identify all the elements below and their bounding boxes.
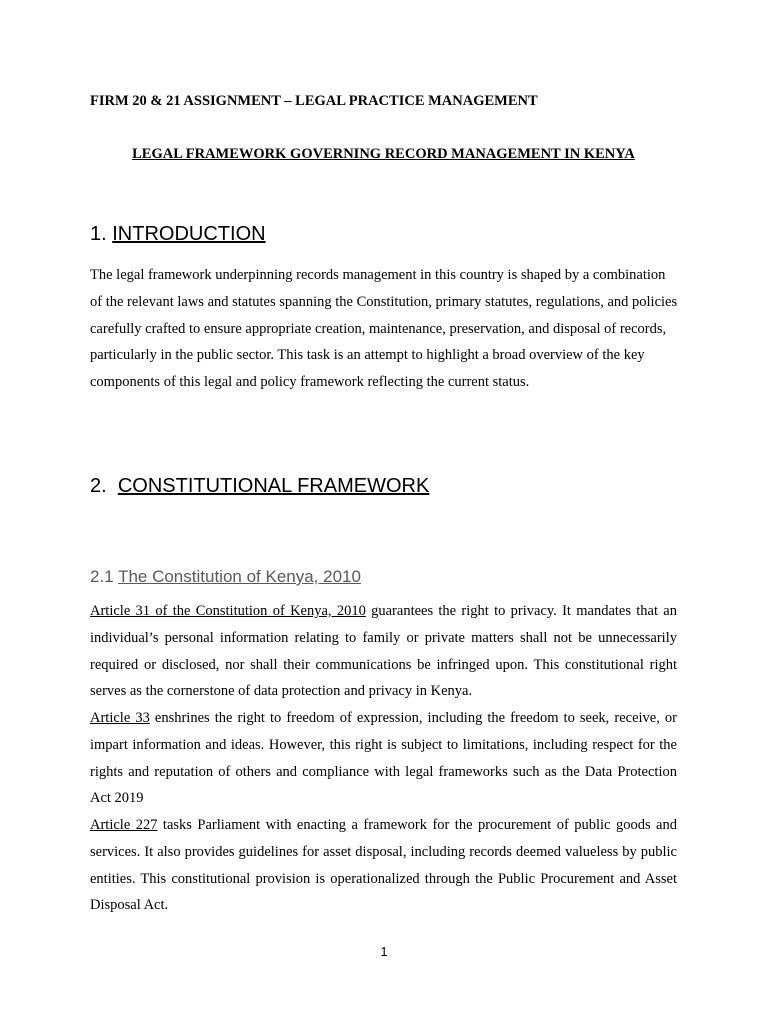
article-31-text: guarantees the right to privacy. It mandates that an individual’s personal information relating to family or private matters shall not be unnecessarily required or disclosed, nor shall their communications be infringed upon. This constitutional right serves as the cornerstone of data protection and privacy in Kenya.: [90, 603, 677, 700]
document-page: [90, 0, 677, 1024]
introduction-paragraph: The legal framework underpinning records management in this country is shaped by a combination of the relevant laws and statutes spanning the Constitution, primary statutes, regulations, and policies carefully crafted to ensure appropriate creation, maintenance, preservation, and disposal of records, particularly in the public sector. This task is an attempt to highlight a broad overview of the key components of this legal and policy framework reflecting the current status.: [90, 267, 678, 391]
article-33-text: enshrines the right to freedom of expression, including the freedom to seek, receive, or impart information and ideas. However, this right is subject to limitations, including respect for the rights and reputation of others and compliance with legal frameworks such as the Data Protection Act 2019: [90, 710, 677, 807]
document-title: LEGAL FRAMEWORK GOVERNING RECORD MANAGEMENT IN KENYA: [132, 146, 635, 162]
section-1-heading: [90, 223, 266, 246]
subsection-2-1-number: 2.1: [90, 567, 114, 586]
subsection-2-1-heading: [90, 567, 361, 587]
section-2-title: CONSTITUTIONAL FRAMEWORK: [117, 475, 430, 497]
subsection-2-1-title: The Constitution of Kenya, 2010: [118, 567, 361, 586]
course-title: FIRM 20 & 21 ASSIGNMENT – LEGAL PRACTICE MANAGEMENT: [90, 93, 538, 109]
article-227-paragraph: [90, 812, 677, 919]
article-33-paragraph: [90, 705, 677, 812]
section-2-heading: [90, 475, 429, 498]
article-31-reference: Article 31 of the Constitution of Kenya, 2010: [90, 603, 366, 619]
page-number: 1: [380, 944, 388, 959]
article-227-text: tasks Parliament with enacting a framework for the procurement of public goods and services. It also provides guidelines for asset disposal, including records deemed valueless by public entities. This constitutional provision is operationalized through the Public Procurement and Asset Disposal Act.: [90, 817, 677, 914]
section-2-number: 2.: [90, 475, 107, 497]
article-33-reference: Article 33: [90, 710, 150, 726]
section-1-title: INTRODUCTION: [112, 223, 266, 245]
section-1-number: 1.: [90, 223, 107, 245]
article-227-reference: Article 227: [90, 817, 158, 833]
article-31-paragraph: [90, 598, 677, 705]
